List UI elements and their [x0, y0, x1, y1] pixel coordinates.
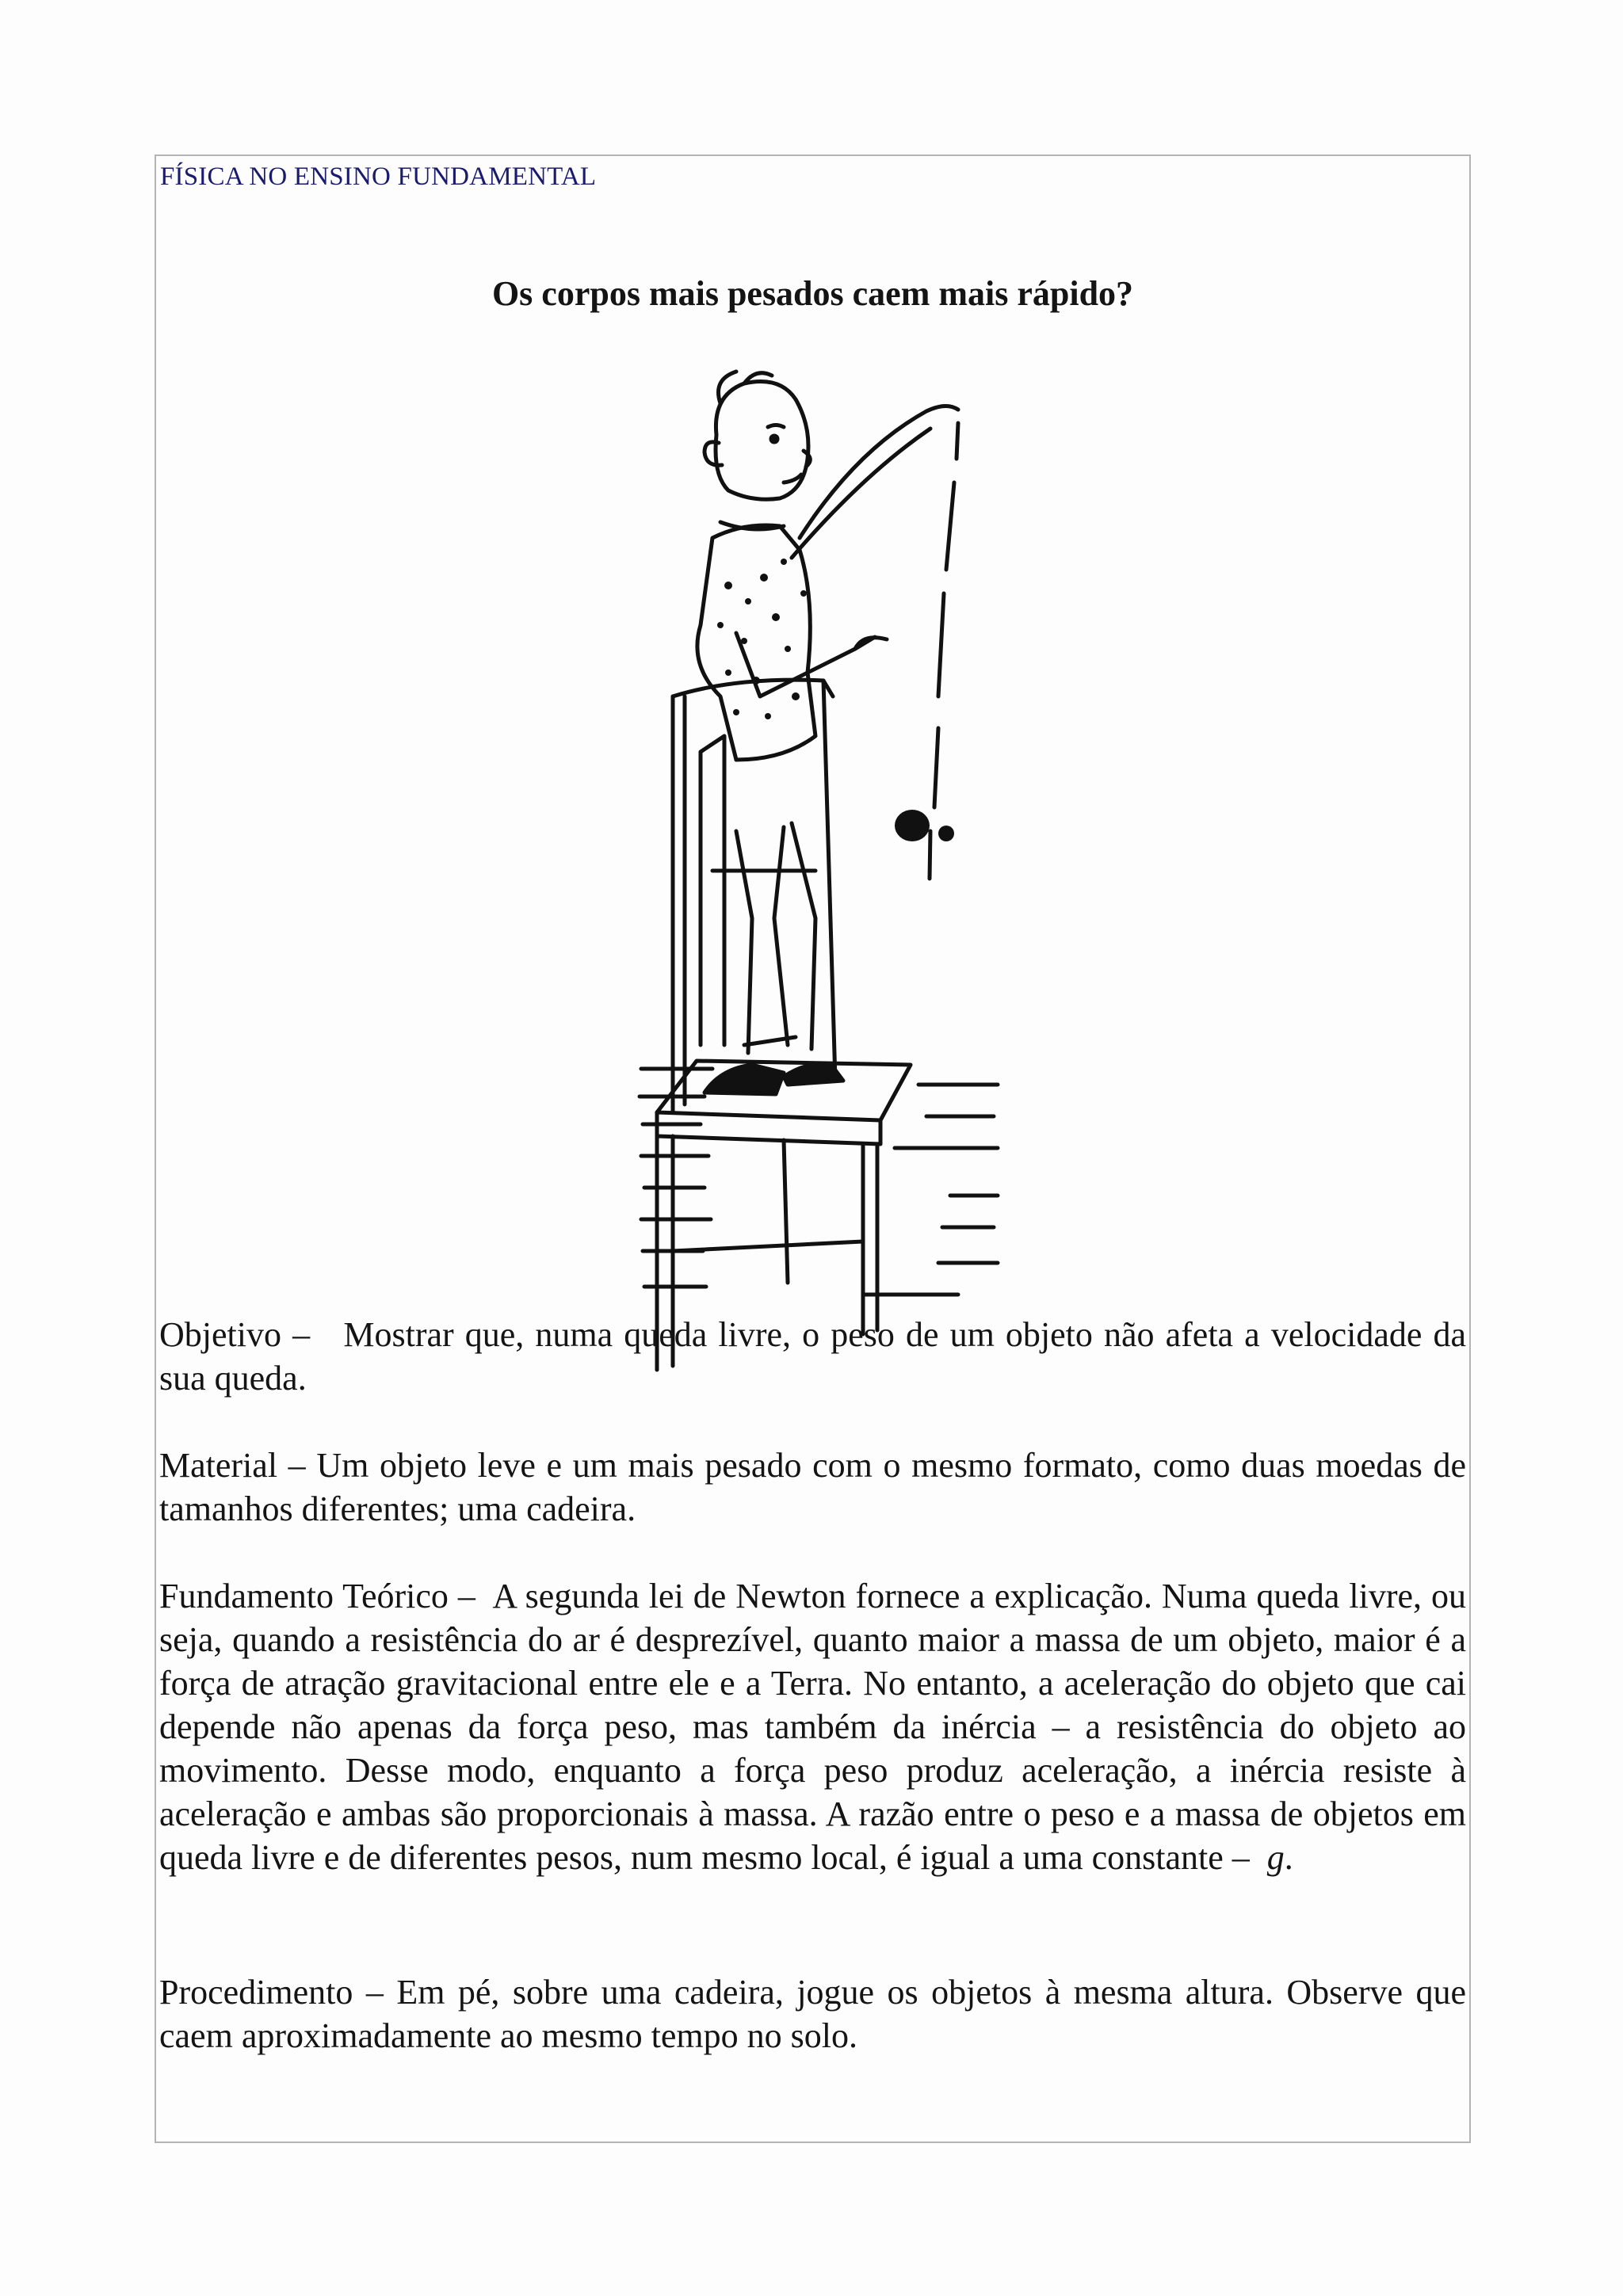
- section-objetivo: [159, 1313, 1466, 1400]
- section-text: Mostrar que, numa queda livre, o peso de um objeto não afeta a velocidade da sua queda.: [159, 1315, 1467, 1398]
- gravity-constant: g: [1266, 1838, 1285, 1877]
- boy-on-chair-dropping-objects-icon: [625, 364, 1148, 1457]
- section-lead: Material –: [159, 1446, 306, 1485]
- section-text: A segunda lei de Newton fornece a explicação. Numa queda livre, ou seja, quando a resistência do ar é desprezível, quanto maior a massa de um objeto, maior é a força de atração gravitacional entre ele e a Terra. No entanto, a aceleração do objeto que cai depende não apenas da força peso, mas também da inércia – a resistência do objeto ao movimento. Desse modo, enquanto a força peso produz aceleração, a inércia resiste à aceleração e ambas são proporcionais à massa. A razão entre o peso e a massa de objetos em queda livre e de diferentes pesos, num mesmo local, é igual a uma constante –: [159, 1577, 1467, 1877]
- page-frame: [155, 154, 1471, 2143]
- section-text: Um objeto leve e um mais pesado com o mesmo formato, como duas moedas de tamanhos diferentes; uma cadeira.: [159, 1446, 1467, 1528]
- section-fundamento: [159, 1574, 1466, 1879]
- section-text: Em pé, sobre uma cadeira, jogue os objetos à mesma altura. Observe que caem aproximadamente ao mesmo tempo no solo.: [159, 1973, 1467, 2055]
- document-header: FÍSICA NO ENSINO FUNDAMENTAL: [160, 162, 597, 191]
- page-title: Os corpos mais pesados caem mais rápido?: [491, 274, 1134, 313]
- section-end: .: [1284, 1838, 1293, 1877]
- section-material: [159, 1444, 1466, 1531]
- section-lead: Objetivo –: [159, 1315, 311, 1354]
- section-procedimento: [159, 1970, 1466, 2058]
- section-lead: Fundamento Teórico –: [159, 1577, 475, 1615]
- section-lead: Procedimento –: [159, 1973, 384, 2012]
